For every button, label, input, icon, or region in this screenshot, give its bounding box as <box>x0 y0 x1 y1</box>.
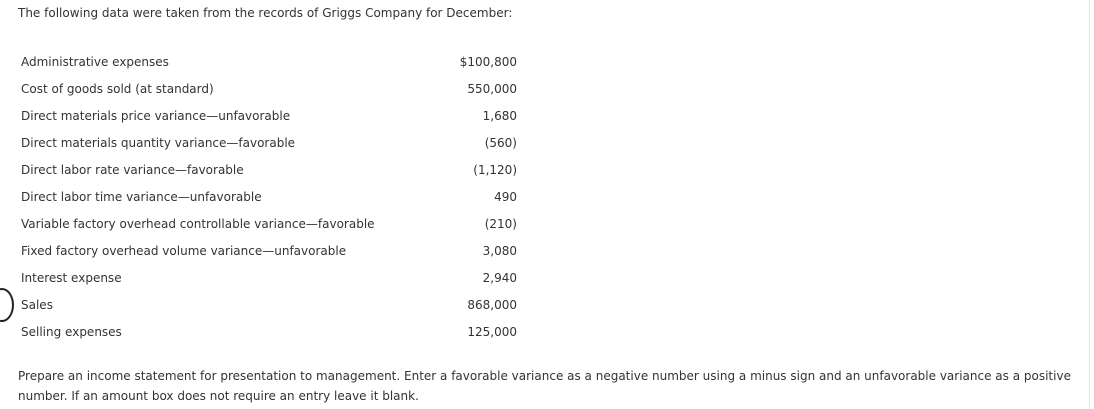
row-label: Fixed factory overhead volume variance—unfavorable <box>21 243 347 258</box>
row-value: 2,940 <box>482 270 517 285</box>
row-label: Sales <box>21 297 53 312</box>
row-label: Direct labor rate variance—favorable <box>21 162 244 177</box>
row-label: Administrative expenses <box>21 54 169 69</box>
instructions-text: Prepare an income statement for presentation to management. Enter a favorable variance as a negative number using a minus sign and an unfavorable variance as a positive number. If an amount box does not require an entry leave it blank. <box>18 369 1071 403</box>
table-row <box>19 183 517 210</box>
row-value: 550,000 <box>467 81 517 96</box>
table-row <box>19 102 517 129</box>
row-label: Interest expense <box>21 270 122 285</box>
row-label: Variable factory overhead controllable variance—favorable <box>21 216 375 231</box>
row-value: 1,680 <box>482 108 517 123</box>
row-value: (560) <box>484 135 517 150</box>
row-value: 490 <box>494 189 517 204</box>
records-table <box>19 48 517 345</box>
row-value: (1,120) <box>473 162 517 177</box>
content-divider <box>1089 0 1090 409</box>
row-label: Direct materials price variance—unfavorable <box>21 108 291 123</box>
table-row <box>19 264 517 291</box>
row-value: 125,000 <box>467 324 517 339</box>
row-label: Cost of goods sold (at standard) <box>21 81 214 96</box>
row-value: $100,800 <box>459 54 517 69</box>
table-row <box>19 237 517 264</box>
row-label: Direct materials quantity variance—favorable <box>21 135 296 150</box>
table-row <box>19 291 517 318</box>
row-value: 868,000 <box>467 297 517 312</box>
row-value: 3,080 <box>482 243 517 258</box>
table-row <box>19 318 517 345</box>
table-row <box>19 156 517 183</box>
intro-text: The following data were taken from the records of Griggs Company for December: <box>18 6 513 20</box>
table-row <box>19 48 517 75</box>
row-value: (210) <box>484 216 517 231</box>
table-row <box>19 210 517 237</box>
focus-ring-marker <box>0 288 14 322</box>
row-label: Direct labor time variance—unfavorable <box>21 189 262 204</box>
table-row <box>19 129 517 156</box>
row-label: Selling expenses <box>21 324 122 339</box>
table-row <box>19 75 517 102</box>
